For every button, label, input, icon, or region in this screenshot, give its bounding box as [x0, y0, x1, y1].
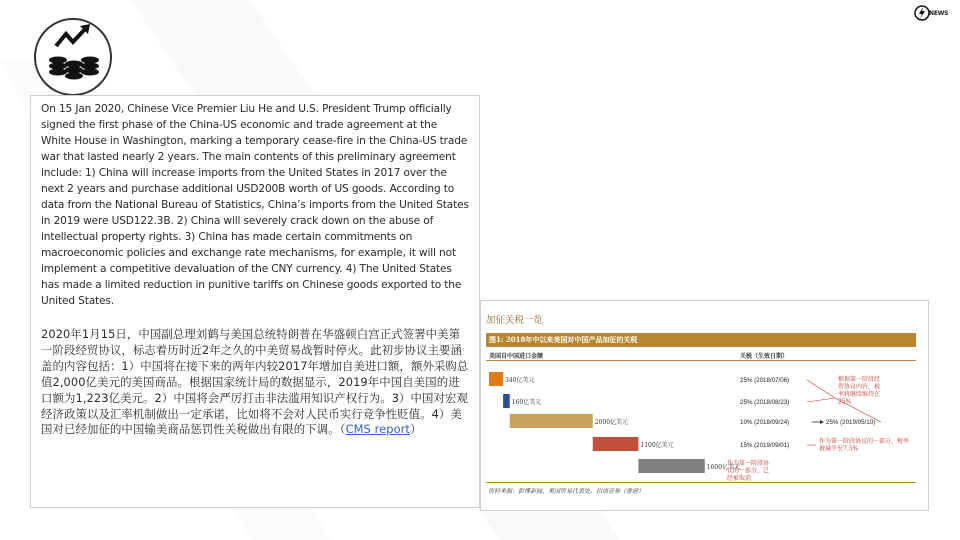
article-chinese-tail: ）: [409, 422, 422, 437]
cms-report-link[interactable]: CMS report: [345, 422, 410, 437]
finance-logo-icon: [34, 18, 112, 96]
tariff-figure: [480, 300, 929, 511]
annotation-top-line-1: 贸协议内容，税: [838, 383, 881, 391]
bar-0: [489, 372, 503, 386]
annotation-top-line-0: 根据第一阶段经: [838, 376, 881, 383]
column-header-tariff: 关税（生效日期）: [740, 353, 789, 360]
article-panel: [30, 95, 480, 508]
news-logo-icon: [914, 5, 950, 23]
bar-label-4: 1600亿美元: [706, 464, 741, 471]
figure-title: 加征关税一览: [486, 315, 544, 326]
callout-line-0: [807, 380, 835, 398]
figure-header: 图1: 2018年中以来美国对中国产品加征的关税: [486, 333, 916, 347]
tariff-change-label: 25% (2019/05/10): [826, 419, 876, 426]
figure-source: 资料来源：彭博新闻、美国贸易代表处、招商证券（香港）: [488, 488, 645, 495]
annotation-last-line-1: 议的一部分，已: [727, 467, 770, 475]
tariff-label-3: 15% (2019/09/01): [740, 442, 790, 449]
annotation-bottom-line-1: 被减半至7.5%: [819, 445, 859, 453]
tariff-label-0: 25% (2018/07/06): [740, 377, 790, 384]
bar-4: [638, 459, 704, 473]
bar-2: [510, 414, 593, 428]
annotation-bottom-line-0: 作为第一阶段协议的一部分，税率: [819, 438, 910, 445]
annotation-top-line-2: 率将继续维持在: [838, 391, 881, 398]
annotation-last-line-0: 作为第一阶段协: [727, 460, 770, 467]
bar-1: [503, 394, 510, 408]
column-header-imports: 美国自中国进口金额: [489, 353, 544, 360]
article-english: On 15 Jan 2020, Chinese Vice Premier Liu He and U.S. President Trump officially signed the first phase of the China-US economic and trade agreement at the White House in Washington, marking a temporary cease-fire in the China-US trade war that lasted nearly 2 years. The main contents of this preliminary agreement include: 1) China will increase imports from the United States in 2017 over the next 2 years and purchase additional USD200B worth of US goods. According to data from the National Bureau of Statistics, China’s imports from the United States in 2019 were USD122.3B. 2) China will severely crack down on the abuse of intellectual property rights. 3) China has made certain commitments on macroeconomic policies and exchange rate mechanisms, for example, it will not implement a competitive devaluation of the CNY currency. 4) The United States has made a limited reduction in punitive tariffs on Chinese goods exported to the United States.: [41, 103, 469, 307]
tariff-label-1: 25% (2018/08/23): [740, 399, 790, 406]
article-chinese: [41, 327, 469, 438]
tariff-bar-chart: [481, 301, 930, 512]
bar-label-0: 340亿美元: [505, 377, 535, 384]
annotation-top-line-3: 25%: [838, 398, 852, 406]
bar-3: [593, 437, 639, 451]
callout-line-1: [807, 398, 835, 402]
tariff-change-arrowhead: [820, 420, 824, 424]
tariff-label-2: 10% (2018/09/24): [740, 419, 790, 426]
news-logo-text: NEWS: [929, 10, 949, 17]
article-chinese-text: 2020年1月15日，中国副总理刘鹤与美国总统特朗普在华盛顿白宫正式签署中美第一阶段经贸协议，标志着历时近2年之久的中美贸易战暂时停火。此初步协议主要涵盖的内容包括：1）中国将在接下来的两年内较2017年增加自美进口额，额外采购总值2,000亿美元的美国商品。根据国家统计局的数据显示，2019年中国自美国的进口额为1,223亿美元。2）中国将会严厉打击非法滥用知识产权行为。3）中国对宏观经济政策以及汇率机制做出一定承诺，比如将不会对人民币实行竞争性贬值。4）美国对已经加征的中国输美商品惩罚性关税做出有限的下调。（: [41, 327, 469, 437]
annotation-last-line-2: 经被取消: [727, 475, 752, 482]
bar-label-3: 1100亿美元: [640, 442, 674, 449]
bar-label-1: 160亿美元: [511, 399, 542, 406]
bar-label-2: 2000亿美元: [594, 419, 629, 426]
